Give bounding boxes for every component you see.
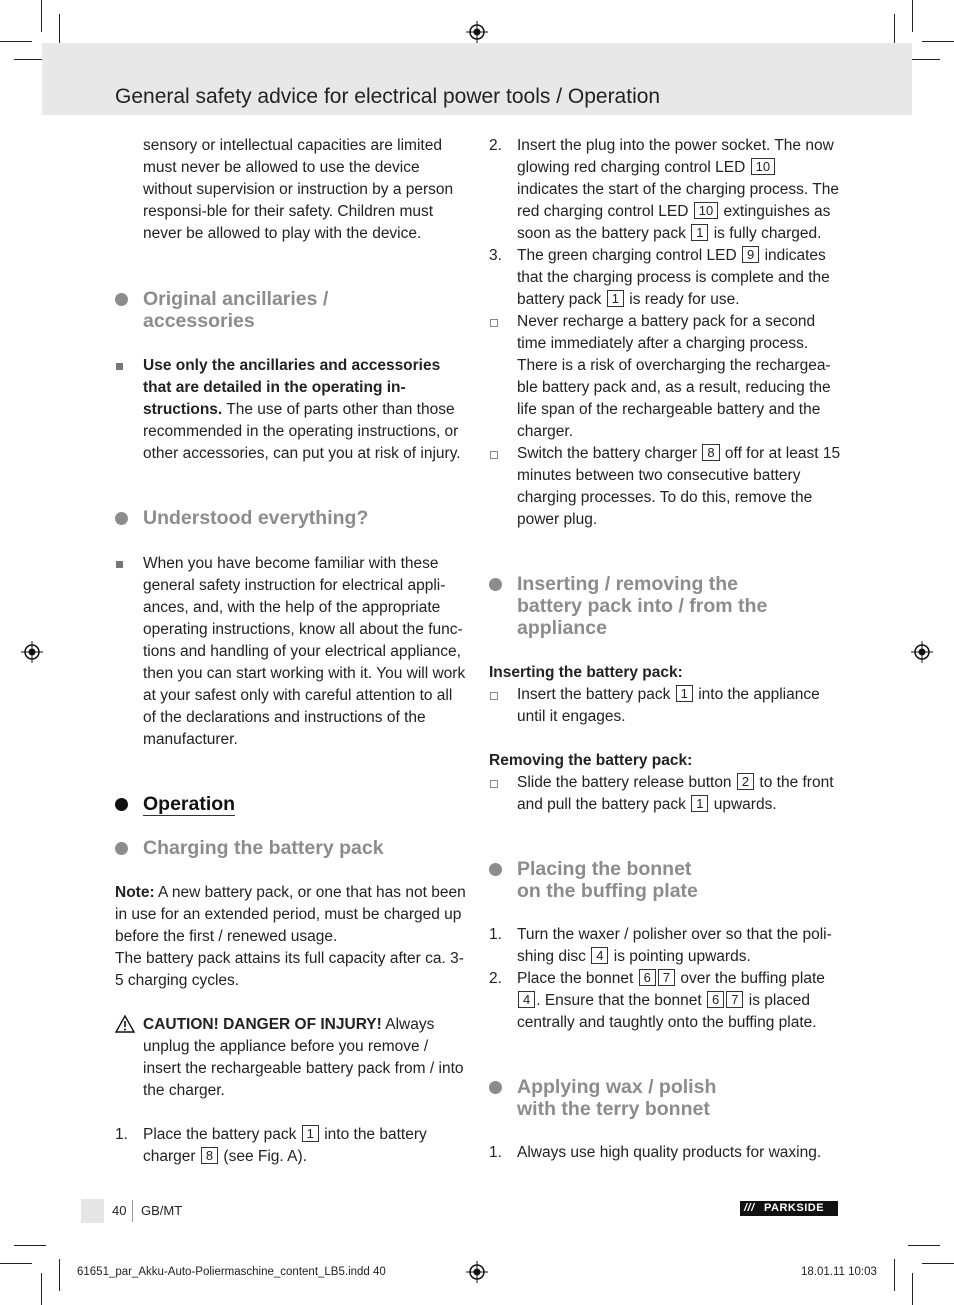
open-square-bullet-icon [490, 451, 498, 459]
part-reference: 4 [518, 991, 535, 1008]
part-reference: 10 [694, 202, 718, 219]
part-reference: 6 [639, 969, 656, 986]
heading-line: Applying wax / polish [517, 1076, 717, 1098]
body-text: upwards. [709, 796, 777, 813]
heading-text: Operation [143, 793, 236, 815]
registration-mark-icon [466, 21, 488, 43]
body-text: into the appliance until it engages. [517, 686, 820, 725]
part-reference: 2 [737, 773, 754, 790]
list-item [115, 553, 467, 751]
bullet-dot-icon [489, 1081, 502, 1094]
section-heading-wax [489, 1076, 841, 1120]
step-number: 2. [489, 137, 502, 154]
step-number: 1. [115, 1126, 128, 1143]
square-bullet-icon [116, 561, 123, 568]
step-text: Always use high quality products for waxing. [517, 1144, 822, 1161]
footer-tab [81, 1199, 104, 1223]
crop-mark [922, 1263, 954, 1264]
step-number: 1. [489, 926, 502, 943]
numbered-step [489, 968, 841, 1034]
bullet-dot-icon [115, 798, 128, 811]
step-text: Turn the waxer / polisher over so that the poli-shing disc [517, 926, 832, 965]
caution-text: Always unplug the appliance before you remove / insert the rechargeable battery pack from / into the charger. [143, 1016, 464, 1099]
step-text: over the buffing plate [676, 970, 825, 987]
section-heading-inserting [489, 573, 841, 639]
body-text: Never recharge a battery pack for a second time immediately after a charging process. There is a risk of overcharging the rechargea-ble battery pack and, as a result, reducing the life span of the rechargeable battery and the charger. [517, 313, 831, 440]
bullet-dot-icon [115, 842, 128, 855]
part-reference: 6 [707, 991, 724, 1008]
heading-line: Placing the bonnet [517, 858, 692, 880]
note-paragraph [115, 882, 467, 948]
crop-mark [908, 59, 940, 60]
numbered-step [489, 1142, 841, 1164]
open-square-bullet-icon [490, 780, 498, 788]
page-number: 40 [112, 1203, 127, 1218]
section-heading-understood [115, 507, 467, 529]
caution-paragraph [115, 1014, 467, 1102]
print-slug-date: 18.01.11 10:03 [801, 1266, 877, 1278]
step-text: indicates that the charging process is complete and the battery pack [517, 247, 830, 308]
part-reference: 7 [658, 969, 675, 986]
step-text: is pointing upwards. [609, 948, 751, 965]
step-text: Place the battery pack [143, 1126, 301, 1143]
part-reference: 1 [691, 224, 708, 241]
part-reference: 1 [302, 1125, 319, 1142]
numbered-step [489, 135, 841, 245]
list-item [489, 772, 841, 816]
note-label: Note: [115, 884, 155, 901]
caution-label: CAUTION! DANGER OF INJURY! [143, 1016, 382, 1033]
crop-mark [912, 1273, 913, 1305]
note-paragraph-2: The battery pack attains its full capacity after ca. 3-5 charging cycles. [115, 950, 464, 989]
part-reference: 8 [702, 444, 719, 461]
step-text: is ready for use. [624, 291, 740, 308]
bold-text: Use only the ancillaries and accessories that are detailed in the operating in-structions. [143, 357, 441, 418]
step-number: 2. [489, 970, 502, 987]
crop-mark [894, 14, 895, 46]
open-square-bullet-icon [490, 319, 498, 327]
part-reference: 10 [751, 158, 775, 175]
warning-triangle-icon [115, 1015, 135, 1033]
heading-text: Understood everything? [143, 507, 369, 529]
section-heading-bonnet [489, 858, 841, 902]
step-text: The green charging control LED [517, 247, 742, 264]
crop-mark [912, 0, 913, 32]
step-text: . Ensure that the bonnet [536, 992, 706, 1009]
print-slug-filename: 61651_par_Akku-Auto-Poliermaschine_content_LB5.indd 40 [77, 1266, 386, 1278]
body-text: Slide the battery release button [517, 774, 736, 791]
crop-mark [908, 1245, 940, 1246]
step-number: 1. [489, 1144, 502, 1161]
body-text: The use of parts other than those recommended in the operating instructions, or other accessories, can put you at risk of injury. [143, 401, 461, 462]
region-code: GB/MT [141, 1203, 183, 1218]
intro-paragraph: sensory or intellectual capacities are limited must never be allowed to use the device without supervision or instruction by a person responsi-ble for their safety. Children must never be allowed to play with the device. [143, 137, 454, 242]
subheading: Removing the battery pack: [489, 752, 693, 769]
bullet-dot-icon [489, 578, 502, 591]
step-text: Insert the plug into the power socket. The now glowing red charging control LED [517, 137, 834, 176]
step-number: 3. [489, 247, 502, 264]
part-reference: 9 [742, 246, 759, 263]
bullet-dot-icon [115, 293, 128, 306]
parkside-logo [740, 1201, 838, 1216]
section-heading-accessories [115, 288, 467, 332]
bullet-dot-icon [489, 863, 502, 876]
list-item [115, 355, 467, 465]
open-square-bullet-icon [490, 692, 498, 700]
square-bullet-icon [116, 363, 123, 370]
crop-mark [41, 0, 42, 32]
heading-line: on the buffing plate [517, 880, 698, 902]
step-text: extinguishes as soon as the battery pack [517, 203, 831, 242]
bullet-dot-icon [115, 512, 128, 525]
section-heading-operation [115, 793, 467, 816]
registration-mark-icon [466, 1261, 488, 1283]
part-reference: 1 [691, 795, 708, 812]
list-item [489, 311, 841, 443]
heading-line: battery pack into / from the [517, 595, 768, 617]
crop-mark [0, 1263, 32, 1264]
part-reference: 7 [726, 991, 743, 1008]
part-reference: 8 [201, 1147, 218, 1164]
heading-line: Inserting / removing the [517, 573, 739, 595]
page-title: General safety advice for electrical power tools / Operation [115, 85, 661, 108]
step-text: is fully charged. [709, 225, 822, 242]
crop-mark [0, 41, 32, 42]
body-text: When you have become familiar with these general safety instruction for electrical appli-ances, and, with the help of the appropriate operating instructions, know all about the func-tions and handling of your electrical appliance, then you can start working with it. You will work at your safest only with careful attention to all of the declarations and instructions of the manufacturer. [143, 555, 466, 748]
list-item [489, 443, 841, 531]
footer-divider [132, 1200, 133, 1222]
heading-line: with the terry bonnet [517, 1098, 710, 1120]
body-text: Switch the battery charger [517, 445, 702, 462]
step-text: Place the bonnet [517, 970, 638, 987]
crop-mark [41, 1273, 42, 1305]
right-column [489, 135, 841, 1164]
logo-text: PARKSIDE [764, 1202, 825, 1214]
note-text: A new battery pack, or one that has not been in use for an extended period, must be charged up before the first / renewed usage. [115, 884, 466, 945]
step-text: into the battery charger [143, 1126, 427, 1165]
heading-text: Charging the battery pack [143, 837, 384, 859]
registration-mark-icon [21, 641, 43, 663]
subheading: Inserting the battery pack: [489, 664, 683, 681]
part-reference: 4 [591, 947, 608, 964]
crop-mark [14, 1245, 46, 1246]
body-text: Insert the battery pack [517, 686, 675, 703]
numbered-step [489, 924, 841, 968]
list-item [489, 684, 841, 728]
crop-mark [894, 1259, 895, 1291]
part-reference: 1 [607, 290, 624, 307]
crop-mark [59, 1259, 60, 1291]
logo-slashes: /// [744, 1202, 755, 1214]
crop-mark [922, 41, 954, 42]
body-text: to the front and pull the battery pack [517, 774, 834, 813]
heading-line: appliance [517, 617, 607, 639]
left-column [115, 135, 467, 1168]
heading-line: accessories [143, 310, 255, 332]
section-heading-charging [115, 837, 467, 859]
registration-mark-icon [911, 641, 933, 663]
heading-line: Original ancillaries / [143, 288, 329, 310]
body-text: off for at least 15 minutes between two consecutive battery charging processes. To do this, remove the power plug. [517, 445, 841, 528]
step-text: (see Fig. A). [219, 1148, 307, 1165]
part-reference: 1 [676, 685, 693, 702]
crop-mark [59, 14, 60, 46]
numbered-step [489, 245, 841, 311]
numbered-step [115, 1124, 467, 1168]
step-text: indicates the start of the charging process. The red charging control LED [517, 181, 839, 220]
step-text: is placed centrally and taughtly onto the buffing plate. [517, 992, 817, 1031]
